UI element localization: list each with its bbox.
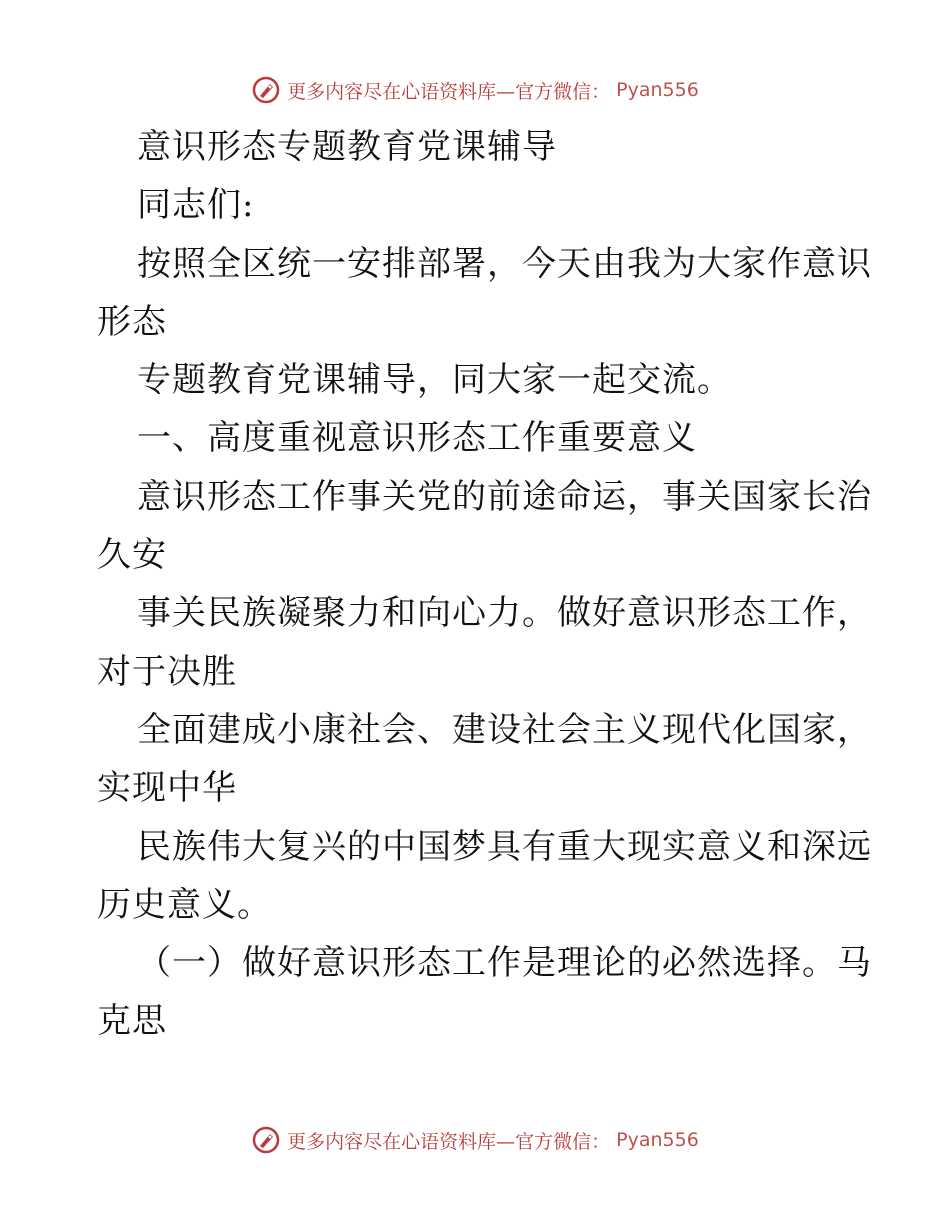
- watermark-text: 更多内容尽在心语资料库—官方微信：: [287, 1130, 611, 1153]
- pen-nib-circle-icon: [251, 75, 281, 105]
- subsection-line: （一）做好意识形态工作是理论的必然选择。马: [137, 943, 872, 984]
- paragraph-line: 全面建成小康社会、建设社会主义现代化国家，: [137, 709, 872, 750]
- watermark-id: Pyan556: [616, 1129, 699, 1151]
- paragraph-line: 事关民族凝聚力和向心力。做好意识形态工作，: [137, 593, 872, 634]
- paragraph-line: 克思: [97, 1001, 167, 1042]
- watermark-text: 更多内容尽在心语资料库—官方微信：: [287, 80, 611, 103]
- pen-nib-circle-icon: [251, 1125, 281, 1155]
- header-watermark: [0, 72, 950, 108]
- document-body: [97, 118, 872, 1051]
- paragraph-line: 历史意义。: [97, 884, 272, 925]
- paragraph-line: 久安: [97, 535, 167, 576]
- watermark-id: Pyan556: [616, 79, 699, 101]
- document-title: 意识形态专题教育党课辅导: [137, 127, 557, 167]
- paragraph-line: 专题教育党课辅导，同大家一起交流。: [137, 360, 732, 401]
- section-heading: 一、高度重视意识形态工作重要意义: [137, 418, 697, 459]
- paragraph-line: 按照全区统一安排部署，今天由我为大家作意识: [137, 243, 872, 284]
- paragraph-line: 形态: [97, 301, 167, 342]
- footer-watermark: [0, 1122, 950, 1158]
- paragraph-line: 民族伟大复兴的中国梦具有重大现实意义和深远: [137, 826, 872, 867]
- paragraph-line: 实现中华: [97, 768, 237, 809]
- paragraph-line: 意识形态工作事关党的前途命运，事关国家长治: [137, 476, 872, 517]
- salutation: 同志们:: [137, 185, 255, 226]
- paragraph-line: 对于决胜: [97, 651, 237, 692]
